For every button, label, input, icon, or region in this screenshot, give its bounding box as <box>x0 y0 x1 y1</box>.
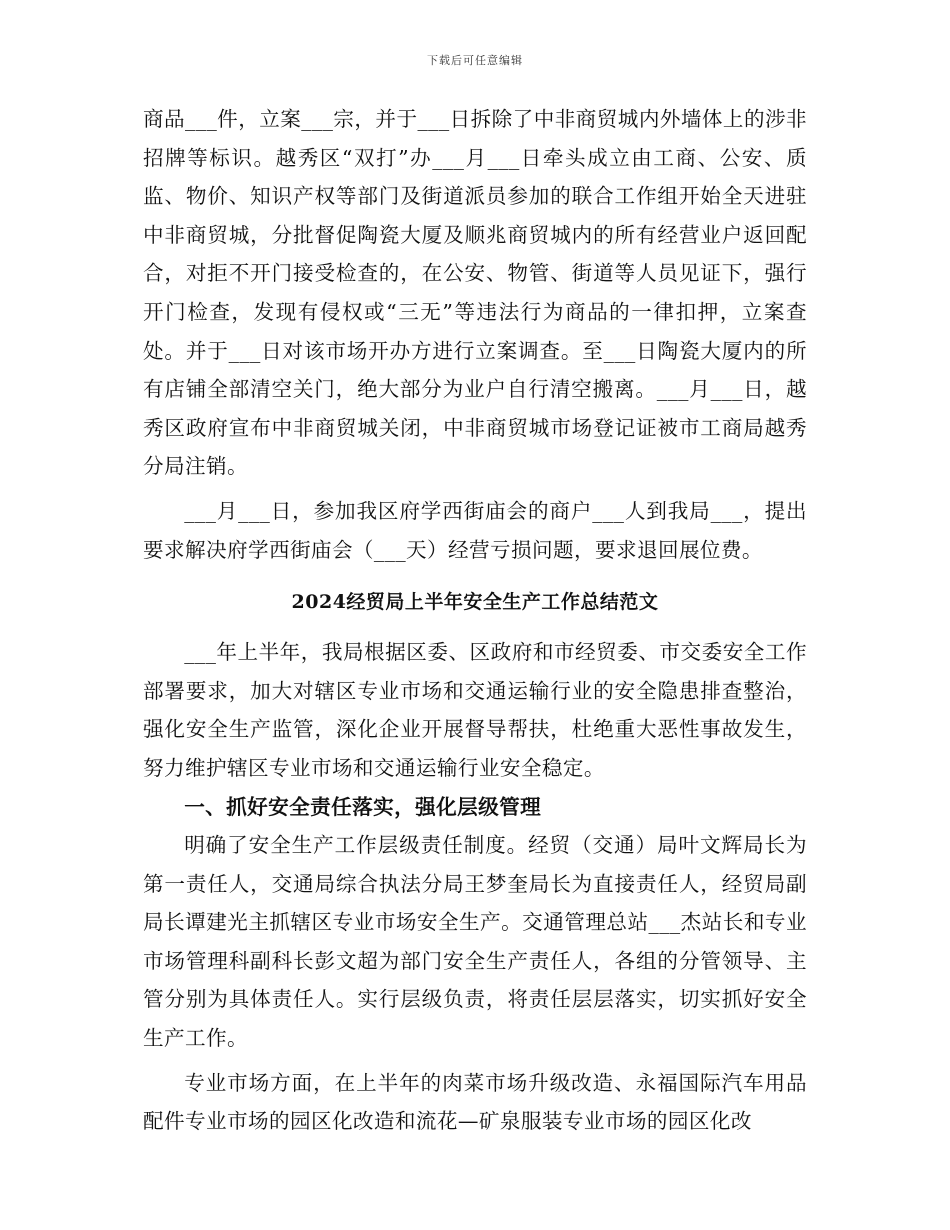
paragraph-3: ___年上半年，我局根据区委、区政府和市经贸委、市交委安全工作部署要求，加大对辖区专业市场和交通运输行业的安全隐患排查整治，强化安全生产监管，深化企业开展督导帮扶，杜绝重大恶性事故发生，努力维护辖区专业市场和交通运输行业安全稳定。 <box>143 640 807 780</box>
document-title: 2024经贸局上半年安全生产工作总结范文 <box>291 591 659 614</box>
paragraph-5: 专业市场方面，在上半年的肉菜市场升级改造、永福国际汽车用品配件专业市场的园区化改造和流花—矿泉服装专业市场的园区化改 <box>143 1070 807 1134</box>
document-body <box>143 100 807 1141</box>
paragraph-4: 明确了安全生产工作层级责任制度。经贸（交通）局叶文辉局长为第一责任人，交通局综合执法分局王梦奎局长为直接责任人，经贸局副局长谭建光主抓辖区专业市场安全生产。交通管理总站___杰站长和专业市场管理科副科长彭文超为部门安全生产责任人，各组的分管领导、主管分别为具体责任人。实行层级负责，将责任层层落实，切实抓好安全生产工作。 <box>143 833 807 1051</box>
paragraph-1: 商品___件，立案___宗，并于___日拆除了中非商贸城内外墙体上的涉非招牌等标识。越秀区“双打”办___月___日牵头成立由工商、公安、质监、物价、知识产权等部门及街道派员参加的联合工作组开始全天进驻中非商贸城，分批督促陶瓷大厦及顺兆商贸城内的所有经营业户返回配合，对拒不开门接受检查的，在公安、物管、街道等人员见证下，强行开门检查，发现有侵权或“三无”等违法行为商品的一律扣押，立案查处。并于___日对该市场开办方进行立案调查。至___日陶瓷大厦内的所有店铺全部清空关门，绝大部分为业户自行清空搬离。___月___日，越秀区政府宣布中非商贸城关闭，中非商贸城市场登记证被市工商局越秀分局注销。 <box>143 107 807 479</box>
section-heading-1: 一、抓好安全责任落实，强化层级管理 <box>184 794 542 819</box>
page-header: 下载后可任意编辑 <box>427 54 523 67</box>
paragraph-2: ___月___日，参加我区府学西街庙会的商户___人到我局___，提出要求解决府学西街庙会（___天）经营亏损问题，要求退回展位费。 <box>143 498 807 562</box>
